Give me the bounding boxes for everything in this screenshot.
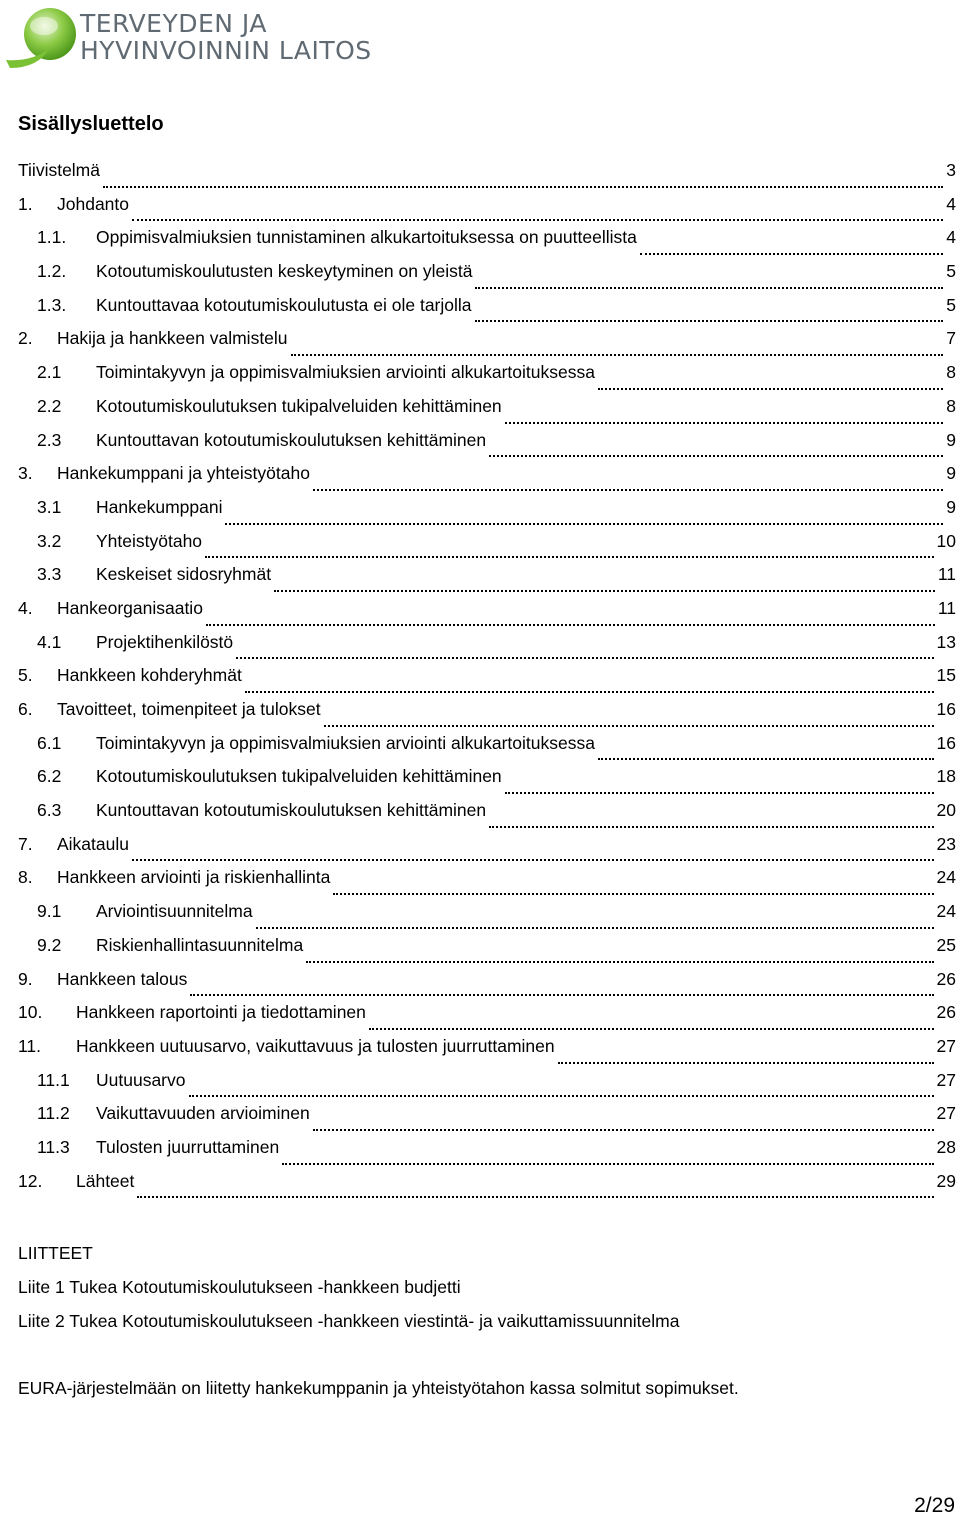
toc-title: Sisällysluettelo bbox=[18, 113, 164, 135]
toc-entry[interactable] bbox=[18, 194, 956, 228]
toc-dot-leader bbox=[475, 287, 943, 289]
toc-dot-leader bbox=[369, 1028, 934, 1030]
toc-entry-number: 9.2 bbox=[37, 934, 62, 955]
toc-entry-number: 6. bbox=[18, 699, 33, 719]
toc-dot-leader bbox=[640, 253, 943, 255]
toc-entry-page: 4 bbox=[946, 193, 956, 214]
toc-entry-title: Keskeiset sidosryhmät bbox=[96, 564, 272, 585]
toc-entry-number: 3. bbox=[18, 463, 33, 484]
toc-entry-title: Hankkeen kohderyhmät bbox=[57, 665, 242, 686]
toc-entry-title: Hankekumppani ja yhteistyötaho bbox=[57, 463, 310, 484]
toc-dot-leader bbox=[137, 1196, 933, 1198]
toc-entry[interactable] bbox=[18, 564, 956, 598]
toc-entry-page: 28 bbox=[936, 1136, 956, 1157]
toc-entry[interactable] bbox=[18, 160, 956, 194]
toc-entry-page: 10 bbox=[936, 530, 956, 551]
toc-entry-title: Toimintakyvyn ja oppimisvalmiuksien arviointi alkukartoituksessa bbox=[96, 732, 595, 753]
toc-entry-page: 9 bbox=[946, 496, 956, 517]
toc-entry-number: 6.2 bbox=[37, 766, 62, 787]
appendix-item-1: Liite 1 Tukea Kotoutumiskoulutukseen -hankkeen budjetti bbox=[18, 1277, 461, 1297]
toc-dot-leader bbox=[489, 455, 943, 457]
toc-entry-page: 9 bbox=[946, 463, 956, 484]
toc-dot-leader bbox=[306, 961, 933, 963]
toc-dot-leader bbox=[132, 859, 934, 861]
toc-entry-number: 11.1 bbox=[37, 1069, 70, 1090]
toc-entry-title: Riskienhallintasuunnitelma bbox=[96, 934, 304, 955]
toc-entry-page: 3 bbox=[946, 160, 956, 180]
toc-entry-page: 5 bbox=[946, 261, 956, 282]
toc-entry-page: 8 bbox=[946, 362, 956, 383]
toc-entry-number: 2.2 bbox=[37, 395, 62, 416]
toc-entry-number: 8. bbox=[18, 867, 33, 888]
toc-entry[interactable] bbox=[18, 867, 956, 901]
toc-entry-page: 11 bbox=[937, 597, 956, 618]
toc-entry[interactable] bbox=[18, 463, 956, 497]
toc-entry[interactable] bbox=[18, 1103, 956, 1137]
toc-entry-page: 4 bbox=[946, 227, 956, 248]
toc-entry-title: Hankkeen talous bbox=[57, 968, 188, 989]
toc-entry-number: 3.3 bbox=[37, 564, 62, 585]
org-name-line-2: HYVINVOINNIN LAITOS bbox=[80, 36, 372, 65]
org-name-line-1: TERVEYDEN JA bbox=[80, 9, 267, 38]
toc-dot-leader bbox=[189, 1095, 934, 1097]
toc-entry-title: Kuntouttavan kotoutumiskoulutuksen kehittäminen bbox=[96, 800, 487, 821]
toc-entry-title: Uutuusarvo bbox=[96, 1069, 186, 1090]
toc-dot-leader bbox=[313, 1129, 934, 1131]
toc-entry-page: 25 bbox=[936, 934, 956, 955]
toc-entry-number: 2. bbox=[18, 328, 33, 349]
toc-entry-page: 20 bbox=[936, 800, 956, 821]
toc-entry-page: 9 bbox=[946, 429, 956, 450]
toc-entry-title: Hankeorganisaatio bbox=[57, 597, 203, 618]
toc-entry-page: 24 bbox=[936, 901, 956, 922]
toc-entry-page: 27 bbox=[936, 1035, 956, 1056]
toc-dot-leader bbox=[598, 758, 934, 760]
toc-entry-number: 1. bbox=[18, 193, 33, 214]
toc-entry[interactable] bbox=[18, 328, 956, 362]
toc-entry[interactable] bbox=[18, 969, 956, 1003]
toc-entry-title: Oppimisvalmiuksien tunnistaminen alkukartoituksessa on puutteellista bbox=[96, 227, 637, 248]
toc-entry-title: Tiivistelmä bbox=[18, 160, 100, 180]
toc-entry-number: 3.1 bbox=[37, 496, 62, 517]
toc-entry-page: 26 bbox=[936, 968, 956, 989]
toc-entry-number: 1.1. bbox=[37, 227, 67, 248]
toc-entry-title: Kuntouttavaa kotoutumiskoulutusta ei ole tarjolla bbox=[96, 294, 472, 315]
toc-entry-title: Kotoutumiskoulutuksen tukipalveluiden kehittäminen bbox=[96, 395, 502, 416]
toc-entry-page: 23 bbox=[936, 833, 956, 854]
toc-entry[interactable] bbox=[18, 1070, 956, 1104]
toc-entry[interactable] bbox=[18, 665, 956, 699]
toc-entry[interactable] bbox=[18, 800, 956, 834]
toc-dot-leader bbox=[282, 1163, 933, 1165]
organization-name bbox=[80, 10, 372, 64]
toc-entry-title: Aikataulu bbox=[57, 833, 129, 854]
toc-entry-page: 7 bbox=[946, 328, 956, 349]
appendix-note: EURA-järjestelmään on liitetty hankekumppanin ja yhteistyötahon kassa solmitut sopimukset. bbox=[18, 1378, 739, 1398]
toc-entry[interactable] bbox=[18, 261, 956, 295]
toc-entry[interactable] bbox=[18, 497, 956, 531]
appendix-item-2: Liite 2 Tukea Kotoutumiskoulutukseen -hankkeen viestintä- ja vaikuttamissuunnitelma bbox=[18, 1311, 680, 1331]
toc-entry[interactable] bbox=[18, 396, 956, 430]
toc-entry-number: 6.3 bbox=[37, 800, 62, 821]
toc-entry-page: 26 bbox=[936, 1002, 956, 1023]
toc-entry-number: 10. bbox=[18, 1002, 43, 1023]
toc-entry-title: Hakija ja hankkeen valmistelu bbox=[57, 328, 288, 349]
page-number: 2/29 bbox=[914, 1494, 955, 1517]
toc-entry-page: 15 bbox=[936, 665, 956, 686]
toc-entry[interactable] bbox=[18, 430, 956, 464]
toc-dot-leader bbox=[190, 994, 933, 996]
toc-entry-page: 24 bbox=[936, 867, 956, 888]
toc-entry[interactable] bbox=[18, 598, 956, 632]
toc-entry[interactable] bbox=[18, 1137, 956, 1171]
toc-entry[interactable] bbox=[18, 901, 956, 935]
thl-logo-icon bbox=[4, 2, 78, 72]
toc-entry[interactable] bbox=[18, 1171, 956, 1205]
toc-dot-leader bbox=[245, 691, 934, 693]
toc-dot-leader bbox=[103, 186, 943, 188]
toc-entry-number: 3.2 bbox=[37, 530, 62, 551]
toc-entry-page: 27 bbox=[936, 1103, 956, 1124]
toc-entry-number: 11. bbox=[18, 1035, 42, 1056]
toc-dot-leader bbox=[206, 624, 935, 626]
toc-dot-leader bbox=[475, 320, 944, 322]
toc-entry-title: Yhteistyötaho bbox=[96, 530, 203, 551]
toc-dot-leader bbox=[256, 927, 934, 929]
toc-entry-title: Kotoutumiskoulutuksen tukipalveluiden kehittäminen bbox=[96, 766, 502, 787]
toc-entry[interactable] bbox=[18, 295, 956, 329]
toc-entry-page: 18 bbox=[936, 766, 956, 787]
toc-entry-page: 16 bbox=[936, 732, 956, 753]
toc-entry-page: 8 bbox=[946, 395, 956, 416]
toc-dot-leader bbox=[132, 219, 943, 221]
toc-dot-leader bbox=[324, 725, 934, 727]
toc-entry-title: Kotoutumiskoulutusten keskeytyminen on yleistä bbox=[96, 261, 473, 282]
toc-entry-page: 5 bbox=[946, 294, 956, 315]
toc-entry-number: 11.2 bbox=[37, 1103, 70, 1124]
toc-dot-leader bbox=[225, 523, 943, 525]
toc-entry[interactable] bbox=[18, 362, 956, 396]
toc-entry-title: Hankkeen arviointi ja riskienhallinta bbox=[57, 867, 331, 888]
appendix-heading: LIITTEET bbox=[18, 1243, 93, 1263]
toc-entry[interactable] bbox=[18, 766, 956, 800]
toc-entry-number: 2.3 bbox=[37, 429, 62, 450]
toc-entry[interactable] bbox=[18, 1036, 956, 1070]
toc-entry-number: 5. bbox=[18, 665, 33, 686]
toc-entry-number: 6.1 bbox=[37, 732, 62, 753]
toc-dot-leader bbox=[274, 590, 935, 592]
toc-entry-number: 7. bbox=[18, 833, 33, 854]
toc-entry-number: 9. bbox=[18, 968, 33, 989]
document-header bbox=[0, 0, 960, 80]
toc-entry-number: 4.1 bbox=[37, 631, 62, 652]
toc-dot-leader bbox=[489, 826, 933, 828]
toc-entry[interactable] bbox=[18, 834, 956, 868]
toc-dot-leader bbox=[313, 489, 943, 491]
toc-dot-leader bbox=[205, 556, 933, 558]
toc-entry-number: 9.1 bbox=[37, 901, 62, 922]
toc-entry-number: 4. bbox=[18, 597, 33, 618]
toc-entry[interactable] bbox=[18, 531, 956, 565]
toc-entry[interactable] bbox=[18, 227, 956, 261]
toc-entry-page: 13 bbox=[936, 631, 956, 652]
toc-entry-number: 2.1 bbox=[37, 362, 62, 383]
toc-entry-title: Lähteet bbox=[76, 1170, 135, 1191]
toc-dot-leader bbox=[291, 354, 944, 356]
toc-entry-page: 11 bbox=[937, 564, 956, 585]
toc-entry[interactable] bbox=[18, 632, 956, 666]
toc-entry-title: Tavoitteet, toimenpiteet ja tulokset bbox=[57, 699, 321, 719]
toc-entry-title: Toimintakyvyn ja oppimisvalmiuksien arviointi alkukartoituksessa bbox=[96, 362, 595, 383]
toc-entry-title: Johdanto bbox=[57, 193, 130, 214]
toc-entry[interactable] bbox=[18, 733, 956, 767]
toc-dot-leader bbox=[505, 792, 934, 794]
toc-entry-page: 29 bbox=[936, 1170, 956, 1191]
toc-entry-number: 1.3. bbox=[37, 294, 67, 315]
toc-dot-leader bbox=[558, 1062, 934, 1064]
toc-entry-title: Tulosten juurruttaminen bbox=[96, 1136, 280, 1157]
toc-entry-title: Projektihenkilöstö bbox=[96, 631, 234, 652]
toc-entry-number: 1.2. bbox=[37, 261, 67, 282]
toc-entry-page: 16 bbox=[936, 699, 956, 719]
toc-entry-title: Arviointisuunnitelma bbox=[96, 901, 253, 922]
toc-entry-title: Kuntouttavan kotoutumiskoulutuksen kehittäminen bbox=[96, 429, 487, 450]
table-of-contents bbox=[18, 160, 956, 1204]
toc-dot-leader bbox=[505, 422, 944, 424]
toc-entry-number: 11.3 bbox=[37, 1136, 70, 1157]
toc-entry[interactable] bbox=[18, 935, 956, 969]
toc-entry-title: Hankkeen raportointi ja tiedottaminen bbox=[76, 1002, 366, 1023]
toc-entry-number: 12. bbox=[18, 1170, 43, 1191]
toc-entry-page: 27 bbox=[936, 1069, 956, 1090]
toc-dot-leader bbox=[598, 388, 943, 390]
toc-entry[interactable] bbox=[18, 1002, 956, 1036]
toc-entry-title: Vaikuttavuuden arvioiminen bbox=[96, 1103, 310, 1124]
toc-entry-title: Hankkeen uutuusarvo, vaikuttavuus ja tulosten juurruttaminen bbox=[76, 1035, 555, 1056]
toc-entry-title: Hankekumppani bbox=[96, 496, 223, 517]
toc-entry[interactable] bbox=[18, 699, 956, 733]
toc-dot-leader bbox=[333, 893, 933, 895]
toc-dot-leader bbox=[236, 657, 933, 659]
